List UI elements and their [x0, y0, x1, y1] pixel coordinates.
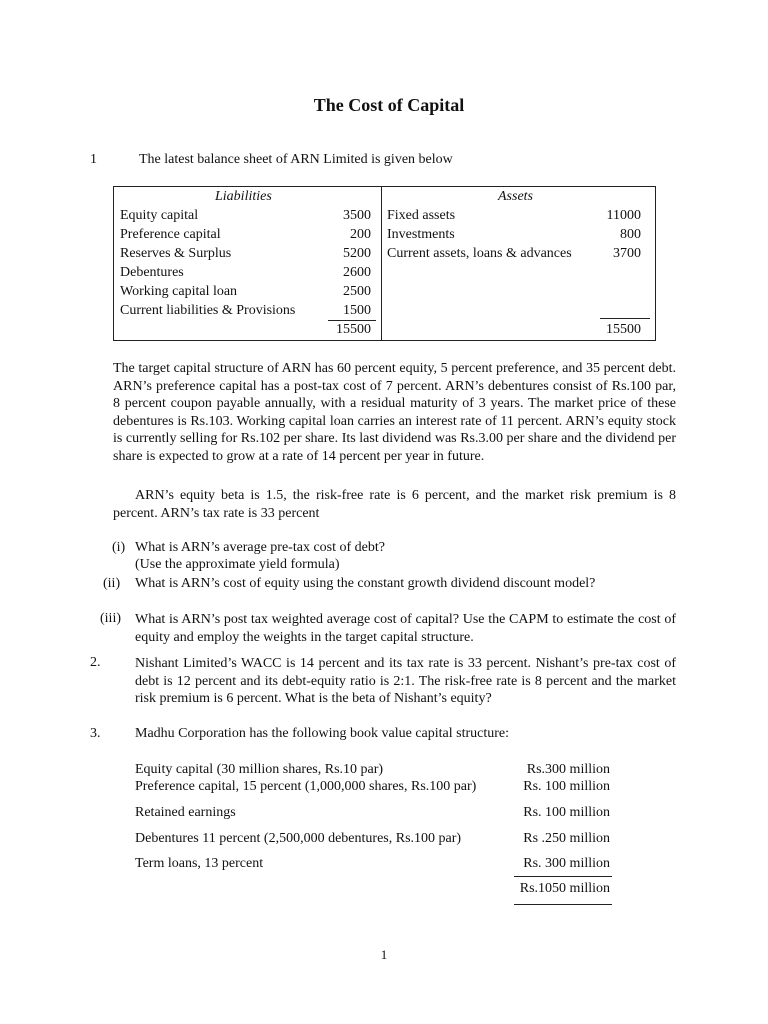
liability-value: 1500: [343, 303, 371, 318]
asset-label: Current assets, loans & advances: [387, 246, 572, 261]
capital-item-label: Preference capital, 15 percent (1,000,000 shares, Rs.100 par): [135, 779, 477, 794]
capital-item-value: Rs. 100 million: [523, 805, 610, 820]
assets-header: Assets: [498, 189, 533, 204]
liability-value: 2500: [343, 284, 371, 299]
table-divider: [381, 187, 382, 340]
liabilities-header: Liabilities: [215, 189, 272, 204]
question-1-sub-number: (i): [112, 540, 126, 555]
liability-value: 3500: [343, 208, 371, 223]
question-1-paragraph-1: The target capital structure of ARN has 60 percent equity, 5 percent preference, and 35 percent debt. ARN’s preference capital has a post-tax cost of 7 percent. ARN’s debentures consist of Rs.100 par, 8 percent coupon payable annually, with a residual maturity of 3 years. The market price of these debentures is Rs.103. Working capital loan carries an interest rate of 11 percent. ARN’s equity stock is currently selling for Rs.102 per share. Its last dividend was Rs.3.00 per share and the dividend per share is expected to grow at a rate of 14 percent per year in future.: [113, 361, 676, 464]
question-1-sub-hint: (Use the approximate yield formula): [135, 557, 340, 572]
question-1-paragraph-2: ARN’s equity beta is 1.5, the risk-free rate is 6 percent, and the market risk premium is 8 percent. ARN’s tax rate is 33 percent: [113, 488, 676, 521]
underline: [328, 320, 376, 321]
asset-label: Investments: [387, 227, 455, 242]
capital-item-label: Debentures 11 percent (2,500,000 debentures, Rs.100 par): [135, 831, 462, 846]
capital-item-label: Term loans, 13 percent: [135, 856, 264, 871]
balance-sheet-table: [113, 186, 656, 341]
capital-item-label: Retained earnings: [135, 805, 236, 820]
question-1-sub-number: (ii): [103, 576, 121, 591]
asset-value: 3700: [613, 246, 641, 261]
liabilities-total: 15500: [336, 322, 371, 337]
liability-label: Current liabilities & Provisions: [120, 303, 296, 318]
question-3-number: 3.: [90, 726, 101, 741]
question-2-text: Nishant Limited’s WACC is 14 percent and its tax rate is 33 percent. Nishant’s pre-tax cost of debt is 12 percent and its debt-equity ratio is 2:1. The risk-free rate is 8 percent and the market risk premium is 6 percent. What is the beta of Nishant’s equity?: [135, 656, 676, 707]
asset-label: Fixed assets: [387, 208, 456, 223]
capital-item-value: Rs. 300 million: [523, 856, 610, 871]
liability-value: 2600: [343, 265, 371, 280]
question-3-intro: Madhu Corporation has the following book value capital structure:: [135, 726, 510, 741]
question-1-number: 1: [90, 152, 97, 167]
question-1-sub-text: What is ARN’s post tax weighted average cost of capital? Use the CAPM to estimate the cost of equity and employ the weights in the target capital structure.: [135, 612, 676, 645]
liability-label: Working capital loan: [120, 284, 238, 299]
underline: [600, 318, 650, 319]
liability-label: Preference capital: [120, 227, 221, 242]
liability-value: 5200: [343, 246, 371, 261]
liability-value: 200: [350, 227, 371, 242]
total-rule: [514, 904, 612, 905]
capital-item-value: Rs. 100 million: [523, 779, 610, 794]
liability-label: Reserves & Surplus: [120, 246, 232, 261]
capital-total: Rs.1050 million: [519, 881, 610, 896]
question-1-intro: The latest balance sheet of ARN Limited is given below: [139, 152, 453, 167]
total-rule: [514, 876, 612, 877]
question-1-sub-text: What is ARN’s average pre-tax cost of debt?: [135, 540, 385, 555]
asset-value: 11000: [606, 208, 641, 223]
liability-label: Equity capital: [120, 208, 199, 223]
capital-item-value: Rs.300 million: [526, 762, 610, 777]
page-title: The Cost of Capital: [313, 95, 465, 115]
page-number: 1: [380, 947, 388, 962]
question-2-number: 2.: [90, 655, 101, 670]
capital-item-label: Equity capital (30 million shares, Rs.10 par): [135, 762, 384, 777]
question-1-sub-number: (iii): [100, 611, 121, 626]
capital-item-value: Rs .250 million: [523, 831, 610, 846]
asset-value: 800: [620, 227, 641, 242]
assets-total: 15500: [606, 322, 641, 337]
liability-label: Debentures: [120, 265, 184, 280]
question-1-sub-text: What is ARN’s cost of equity using the constant growth dividend discount model?: [135, 576, 596, 591]
